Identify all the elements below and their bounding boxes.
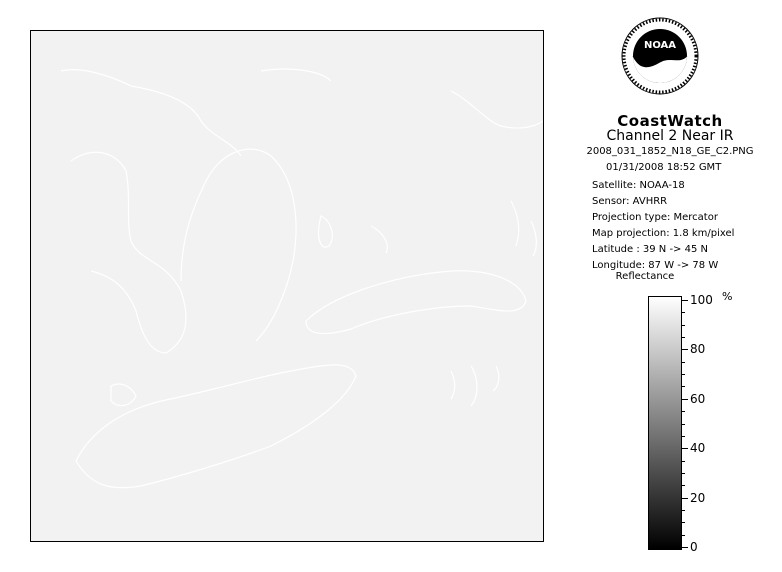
colorbar-minor-tick: [682, 337, 685, 338]
colorbar-tick: [682, 448, 688, 449]
sensor: Sensor: AVHRR: [592, 196, 668, 207]
colorbar-tick-label: 20: [690, 490, 706, 505]
colorbar-minor-tick: [682, 325, 685, 326]
colorbar-tick: [682, 498, 688, 499]
colorbar-tick: [682, 399, 688, 400]
colorbar-minor-tick: [682, 411, 685, 412]
legend-title: Reflectance: [615, 271, 675, 282]
noaa-seal: [620, 16, 700, 96]
colorbar-tick-label: 60: [690, 391, 706, 406]
colorbar-minor-tick: [682, 522, 685, 523]
reflectance-colorbar: [648, 296, 682, 550]
colorbar-tick-label: 0: [690, 540, 698, 554]
satellite: Satellite: NOAA-18: [592, 180, 685, 191]
colorbar-tick-label: 100: [690, 293, 713, 307]
coastwatch-title: CoastWatch: [617, 112, 723, 130]
colorbar-tick-label: 40: [690, 441, 706, 456]
colorbar-minor-tick: [682, 473, 685, 474]
colorbar-minor-tick: [682, 424, 685, 425]
colorbar-minor-tick: [682, 535, 685, 536]
colorbar-tick: [682, 349, 688, 350]
map-projection: Map projection: 1.8 km/pixel: [592, 228, 735, 239]
colorbar-minor-tick: [682, 510, 685, 511]
colorbar-minor-tick: [682, 485, 685, 486]
satellite-image: [30, 30, 544, 542]
projection-type: Projection type: Mercator: [592, 212, 718, 223]
filename: 2008_031_1852_N18_GE_C2.PNG: [586, 146, 754, 157]
colorbar-tick: [682, 547, 688, 548]
colorbar-tick-label: 80: [690, 342, 706, 357]
logo-text: NOAA: [643, 40, 677, 51]
colorbar-minor-tick: [682, 436, 685, 437]
colorbar-minor-tick: [682, 386, 685, 387]
noaa-logo: [620, 16, 700, 96]
colorbar-tick: [682, 300, 688, 301]
legend-unit: %: [722, 290, 733, 303]
channel-label: Channel 2 Near IR: [606, 128, 734, 144]
colorbar-minor-tick: [682, 461, 685, 462]
datetime: 01/31/2008 18:52 GMT: [606, 162, 722, 173]
colorbar-minor-tick: [682, 312, 685, 313]
satellite-imagery-svg: [31, 31, 543, 541]
latitude: Latitude : 39 N -> 45 N: [592, 244, 708, 255]
colorbar-minor-tick: [682, 362, 685, 363]
longitude: Longitude: 87 W -> 78 W: [592, 260, 719, 271]
colorbar-minor-tick: [682, 374, 685, 375]
